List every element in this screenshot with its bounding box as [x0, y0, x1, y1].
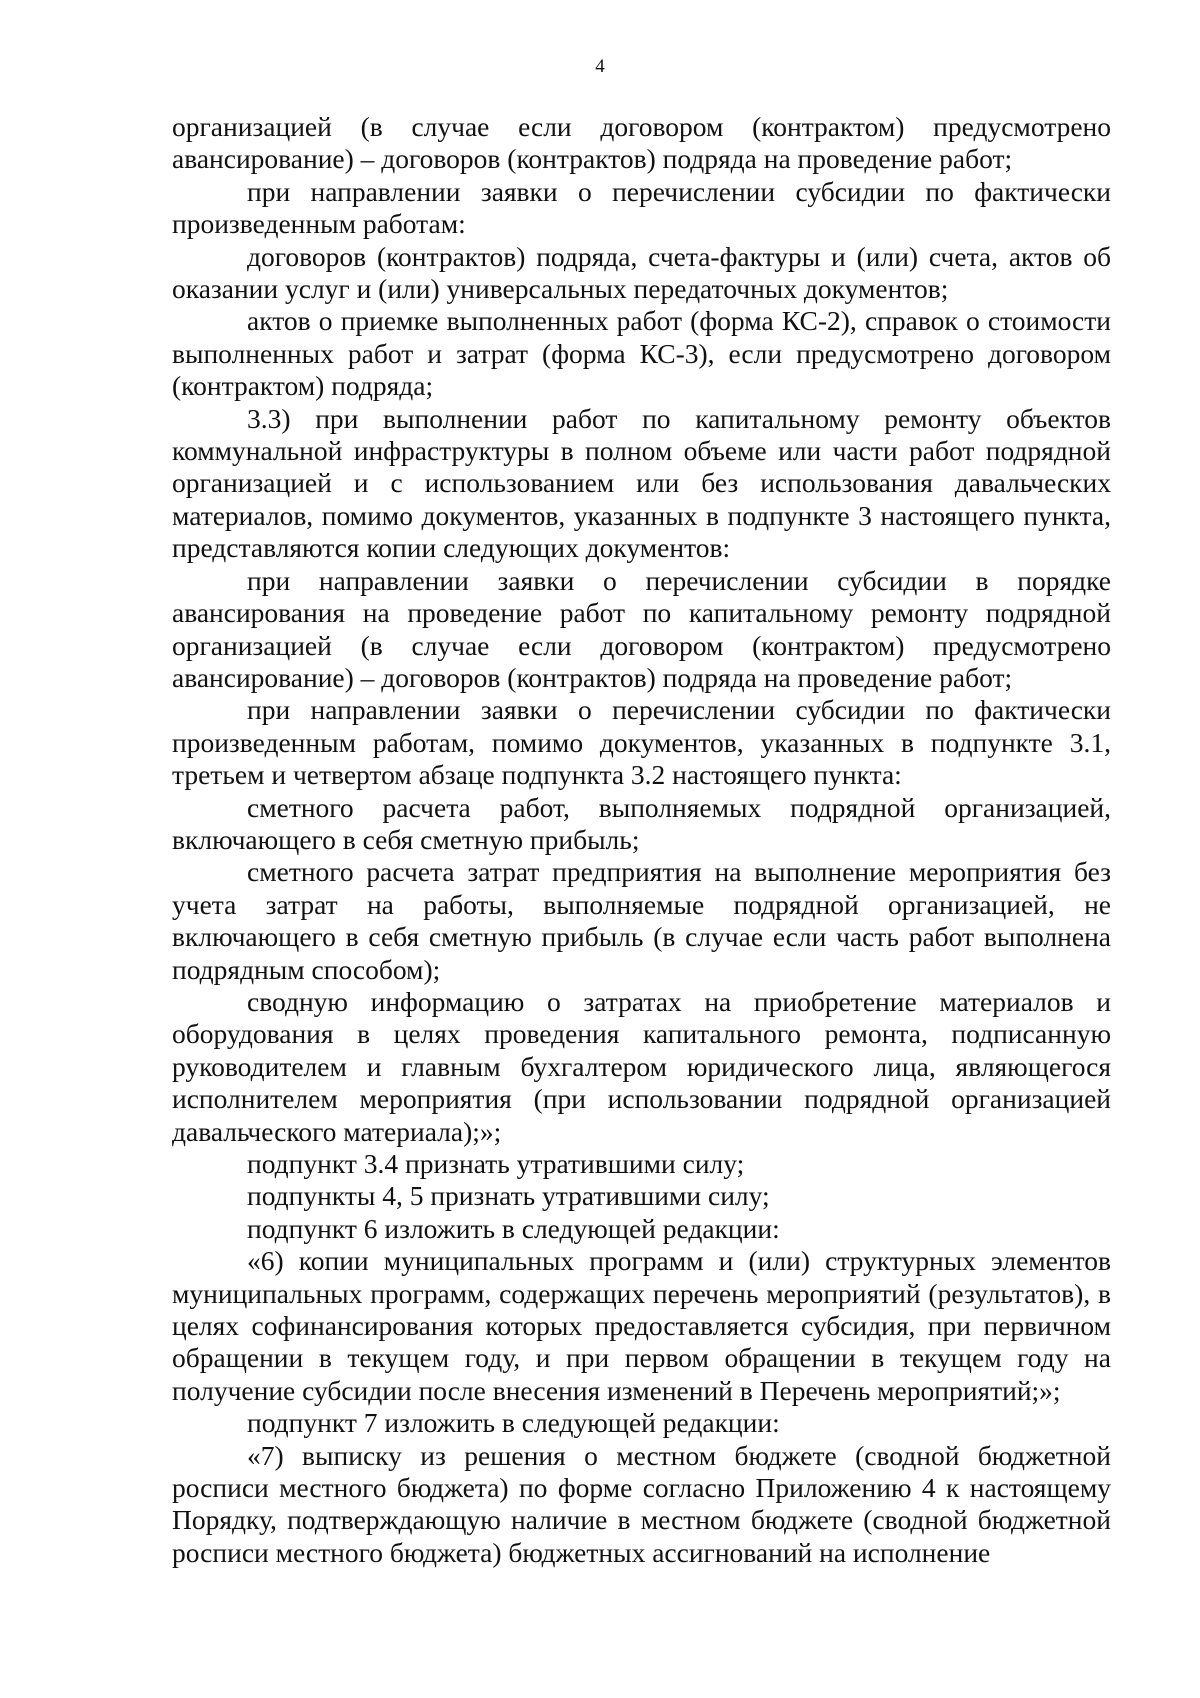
- paragraph: подпункты 4, 5 признать утратившими силу;: [247, 1180, 770, 1212]
- paragraph: при направлении заявки о перечислении субсидии по фактически произведенным работам, помимо документов, указанных в подпункте 3.1, третьем и четвертом абзаце подпункта 3.2 настоящего пункта:: [172, 694, 1111, 791]
- paragraph: при направлении заявки о перечислении субсидии по фактически произведенным работам:: [172, 175, 1111, 240]
- paragraph: «6) копии муниципальных программ и (или) структурных элементов муниципальных программ, содержащих перечень мероприятий (результатов), в целях софинансирования которых предоставляется субсидия, при первичном обращении в текущем году, и при первом обращении в текущем году на получение субсидии после внесения изменений в Перечень мероприятий;»;: [172, 1245, 1111, 1406]
- paragraph: сметного расчета работ, выполняемых подрядной организацией, включающего в себя сметную прибыль;: [172, 791, 1111, 855]
- paragraph: сметного расчета затрат предприятия на выполнение мероприятия без учета затрат на работы, выполняемые подрядной организацией, не включающего в себя сметную прибыль (в случае если часть работ выполнена подрядным способом);: [172, 856, 1111, 985]
- document-body: [172, 111, 1111, 1569]
- page-number: 4: [595, 56, 605, 77]
- paragraph: «7) выписку из решения о местном бюджете (сводной бюджетной росписи местного бюджета) по форме согласно Приложению 4 к настоящему Порядку, подтверждающую наличие в местном бюджете (сводной бюджетной росписи местного бюджета) бюджетных ассигнований на исполнение: [172, 1439, 1111, 1568]
- paragraph: при направлении заявки о перечислении субсидии в порядке авансирования на проведение работ по капитальному ремонту подрядной организацией (в случае если договором (контрактом) предусмотрено авансирование) – договоров (контрактов) подряда на проведение работ;: [172, 564, 1111, 693]
- paragraph: договоров (контрактов) подряда, счета-фактуры и (или) счета, актов об оказании услуг и (или) универсальных передаточных документов;: [172, 240, 1111, 305]
- paragraph: сводную информацию о затратах на приобретение материалов и оборудования в целях проведения капитального ремонта, подписанную руководителем и главным бухгалтером юридического лица, являющегося исполнителем мероприятия (при использовании подрядной организацией давальческого материала);»;: [172, 985, 1111, 1147]
- paragraph: подпункт 7 изложить в следующей редакции:: [247, 1407, 780, 1439]
- paragraph: подпункт 6 изложить в следующей редакции:: [247, 1212, 780, 1244]
- paragraph: 3.3) при выполнении работ по капитальному ремонту объектов коммунальной инфраструктуры в полном объеме или части работ подрядной организацией и с использованием или без использования давальческих материалов, помимо документов, указанных в подпункте 3 настоящего пункта, представляются копии следующих документов:: [172, 402, 1111, 564]
- paragraph: подпункт 3.4 признать утратившими силу;: [247, 1148, 745, 1179]
- paragraph: организацией (в случае если договором (контрактом) предусмотрено авансирование) – договоров (контрактов) подряда на проведение работ;: [172, 111, 1111, 175]
- paragraph: актов о приемке выполненных работ (форма КС-2), справок о стоимости выполненных работ и затрат (форма КС-3), если предусмотрено договором (контрактом) подряда;: [172, 305, 1111, 402]
